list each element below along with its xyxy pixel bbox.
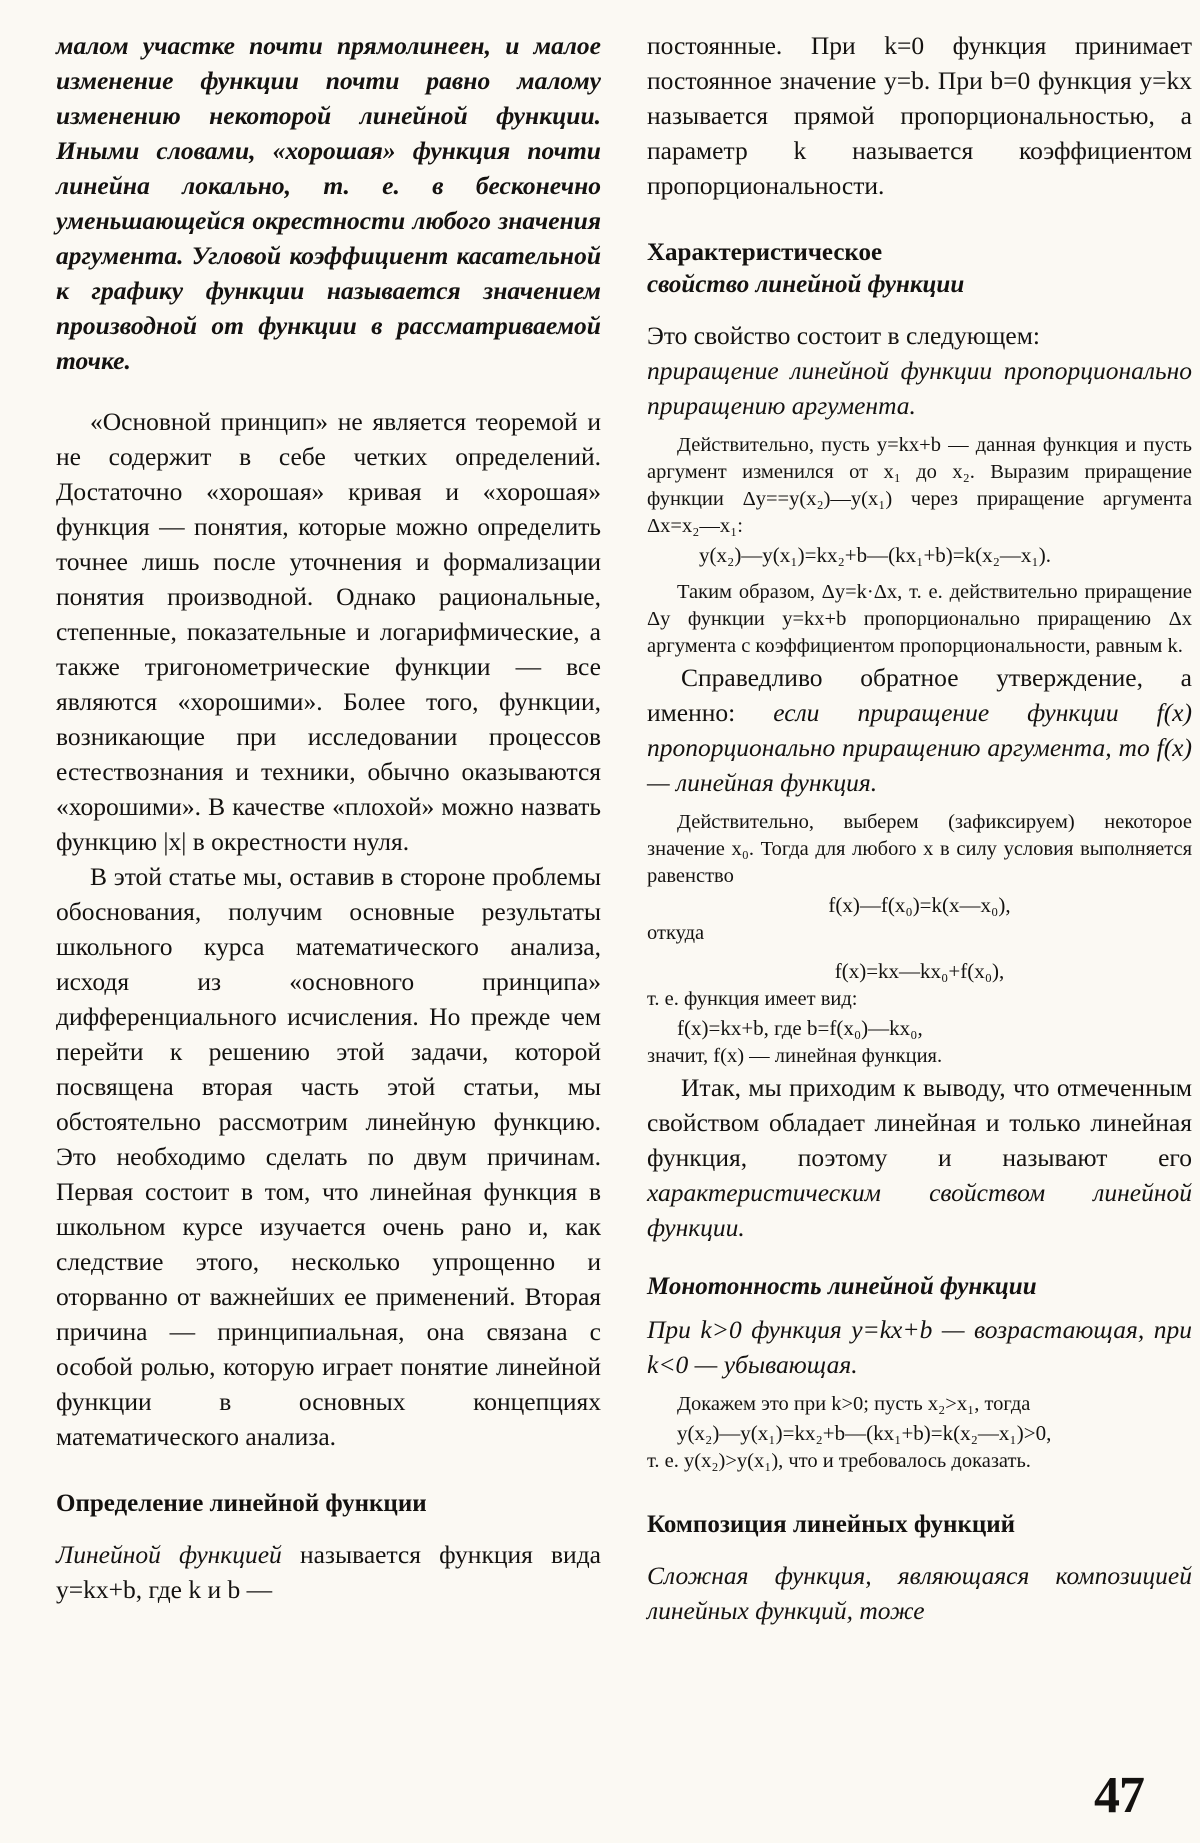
formula-difference-2: f(x)—f(x₀)=k(x—x₀), bbox=[828, 893, 1011, 917]
paragraph-property-intro: Это свойство состоит в следующем: bbox=[647, 321, 1040, 350]
paragraph-constants: постоянные. При k=0 функция принимает постоянное значение y=b. При b=0 функция y=kx называется прямой пропорциональностью, а параметр k называется коэффициентом пропорциональности. bbox=[647, 31, 1192, 200]
intro-bold-italic-paragraph: малом участке почти прямолинеен, и малое изменение функции почти равно малому изменению некоторой линейной функции. Иными словами, «хорошая» функция почти линейна локально, т. е. в бесконечно уменьшающейся окрестности любого значения аргумента. Угловой коэффициент касательной к графику функции называется значением производной от функции в рассматриваемой точке. bbox=[56, 31, 601, 375]
formula-expanded-3: f(x)=kx—kx₀+f(x₀), bbox=[834, 959, 1005, 983]
paragraph-monotonicity-proof: Докажем это при k>0; пусть x₂>x₁, тогда bbox=[677, 1393, 1031, 1415]
heading-composition: Композиция линейных функций bbox=[647, 1511, 1016, 1538]
paragraph-composition: Сложная функция, являющаяся композицией линейных функций, тоже bbox=[647, 1561, 1192, 1625]
conclusion-lead: Итак, мы приходим к выводу, что отмеченным свойством обладает линейная и только линейная функция, поэтому и называют его bbox=[647, 1073, 1192, 1172]
heading-definition-linear-function: Определение линейной функции bbox=[56, 1490, 427, 1517]
definition-term: Линейной функцией bbox=[56, 1540, 282, 1569]
heading-characteristic-line2: свойство линейной функции bbox=[647, 271, 965, 298]
formula-monotonicity-5: y(x₂)—y(x₁)=kx₂+b—(kx₁+b)=k(x₂—x₁)>0, bbox=[677, 1421, 1052, 1445]
paragraph-converse bbox=[647, 660, 1192, 800]
formula-increment-1: y(x₂)—y(x₁)=kx₂+b—(kx₁+b)=k(x₂—x₁). bbox=[699, 543, 1051, 567]
converse-statement: если приращение функции f(x) пропорционально приращению аргумента, то f(x) — линейная функция. bbox=[647, 698, 1192, 797]
label-means: значит, f(x) — линейная функция. bbox=[647, 1045, 943, 1067]
heading-characteristic-line1: Характеристическое bbox=[647, 239, 883, 266]
paragraph-article-scope: В этой статье мы, оставив в стороне проблемы обоснования, получим основные результаты школьного курса математического анализа, исходя из «основного принципа» дифференциального исчисления. Но прежде чем перейти к решению этой задачи, которой посвящена вторая часть этой статьи, мы обстоятельно рассмотрим линейную функцию. Это необходимо сделать по двум причинам. Первая состоит в том, что линейная функция в школьном курсе изучается очень рано и, как следствие этого, несколько упрощенно и оторванно от важнейших ее применений. Вторая причина — принципиальная, она связана с особой ролью, которую играет понятие линейной функции в основных концепциях математического анализа. bbox=[56, 862, 601, 1451]
definition-rest: называется функция вида y=kx+b, где k и b — bbox=[56, 1540, 601, 1604]
heading-monotonicity: Монотонность линейной функции bbox=[647, 1273, 1037, 1300]
paragraph-proof-3: Действительно, выберем (зафиксируем) некоторое значение x₀. Тогда для любого x в силу условия выполняется равенство bbox=[647, 811, 1192, 887]
right-column bbox=[647, 28, 1192, 1728]
left-column bbox=[56, 28, 601, 1728]
label-whence: откуда bbox=[647, 922, 705, 944]
converse-lead: Справедливо обратное утверждение, а именно: bbox=[647, 663, 1192, 727]
paragraph-definition bbox=[56, 1537, 601, 1607]
conclusion-emphasis: характеристическим свойством линейной функции. bbox=[647, 1178, 1192, 1242]
paragraph-proof-2: Таким образом, Δy=k·Δx, т. е. действительно приращение Δy функции y=kx+b пропорционально приращению Δx аргумента с коэффициентом пропорциональности, равным k. bbox=[647, 581, 1192, 657]
two-column-layout bbox=[56, 28, 1192, 1728]
paragraph-monotonicity-statement: При k>0 функция y=kx+b — возрастающая, при k<0 — убывающая. bbox=[647, 1315, 1192, 1379]
paragraph-property-statement: приращение линейной функции пропорционально приращению аргумента. bbox=[647, 356, 1192, 420]
label-therefore: т. е. функция имеет вид: bbox=[647, 988, 858, 1010]
page-number: 47 bbox=[1094, 1767, 1144, 1824]
paragraph-proof-1: Действительно, пусть y=kx+b — данная функция и пусть аргумент изменился от x₁ до x₂. Выразим приращение функции Δy==y(x₂)—y(x₁) через приращение аргумента Δx=x₂—x₁: bbox=[647, 434, 1192, 537]
paragraph-conclusion bbox=[647, 1070, 1192, 1245]
formula-linear-form-4: f(x)=kx+b, где b=f(x₀)—kx₀, bbox=[677, 1016, 923, 1040]
paragraph-basic-principle: «Основной принцип» не является теоремой и не содержит в себе четких определений. Достаточно «хорошая» кривая и «хорошая» функция — понятия, которые можно определить точнее лишь после уточнения и формализации понятия производной. Однако рациональные, степенные, показательные и логарифмические, а также тригонометрические функции — все являются «хорошими». Более того, функции, возникающие при исследовании процессов естествознания и техники, обычно оказываются «хорошими». В качестве «плохой» можно назвать функцию |x| в окрестности нуля. bbox=[56, 407, 601, 856]
paragraph-monotonicity-end: т. е. y(x₂)>y(x₁), что и требовалось доказать. bbox=[647, 1450, 1031, 1472]
